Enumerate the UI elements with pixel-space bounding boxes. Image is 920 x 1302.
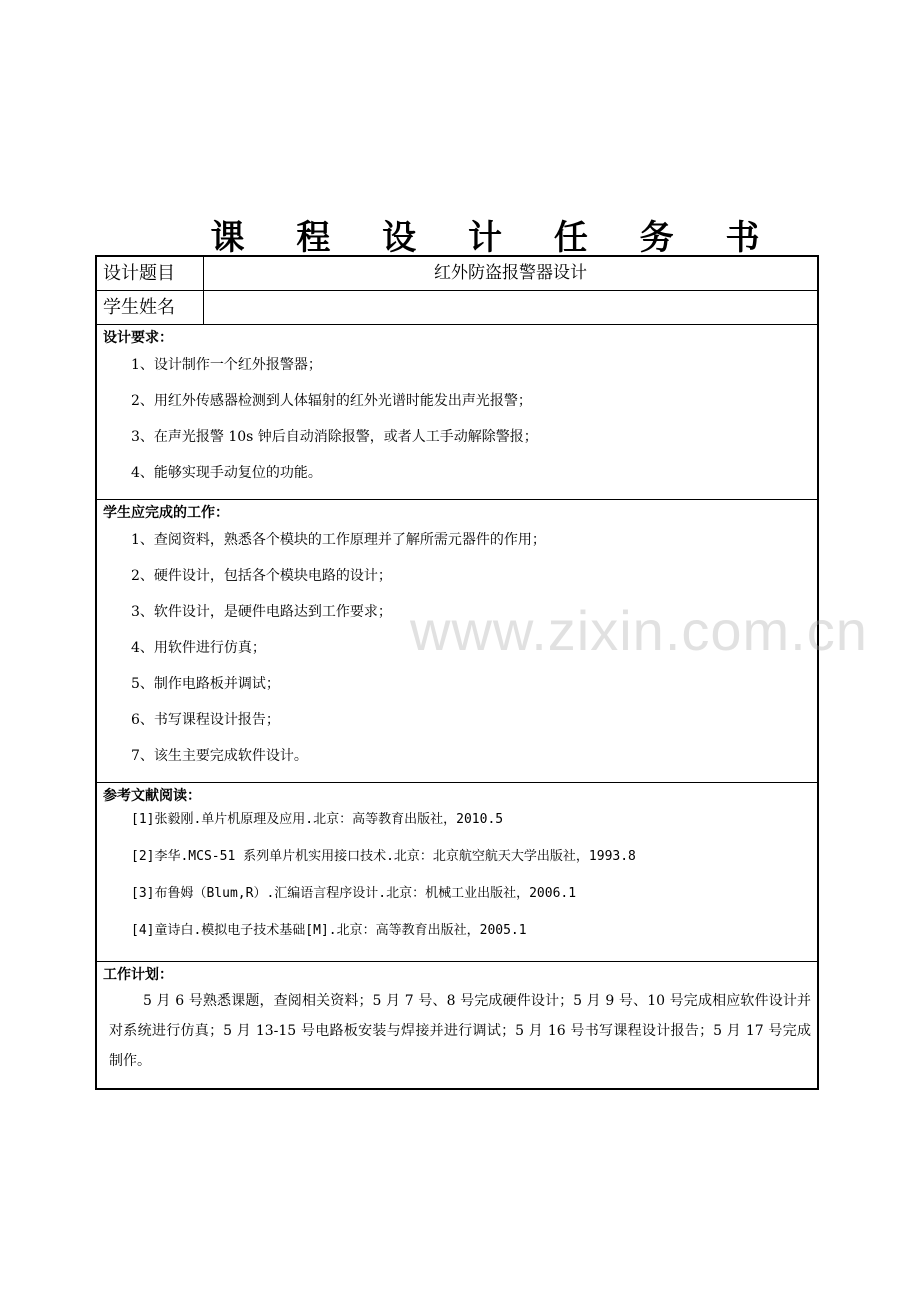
topic-row (97, 257, 817, 291)
references-section (97, 783, 817, 962)
watermark: www.zixin.com.cn (410, 599, 868, 662)
work-item: 4、用软件进行仿真； (131, 640, 266, 656)
student-label: 学生姓名 (97, 291, 204, 324)
work-item: 7、该生主要完成软件设计。 (131, 748, 308, 764)
work-item: 5、制作电路板并调试； (131, 676, 280, 692)
requirement-item: 3、在声光报警 10s 钟后自动消除报警，或者人工手动解除警报； (131, 429, 538, 445)
reference-item: [3]布鲁姆（Blum,R）.汇编语言程序设计.北京：机械工业出版社，2006.1 (131, 886, 577, 901)
work-item: 1、查阅资料，熟悉各个模块的工作原理并了解所需元器件的作用； (131, 532, 546, 548)
plan-section (97, 962, 817, 1088)
topic-label: 设计题目 (97, 257, 204, 290)
plan-text: 5 月 6 号熟悉课题，查阅相关资料；5 月 7 号、8 号完成硬件设计；5 月 9 号、10 号完成相应软件设计并对系统进行仿真；5 月 13-15 号电路板安装与焊接并进行调试；5 月 16 号书写课程设计报告；5 月 17 号完成制作。 (109, 993, 811, 1069)
work-item: 6、书写课程设计报告； (131, 712, 280, 728)
reference-item: [1]张毅刚.单片机原理及应用.北京：高等教育出版社，2010.5 (131, 812, 504, 827)
reference-item: [2]李华.MCS-51 系列单片机实用接口技术.北京：北京航空航天大学出版社，1993.8 (131, 849, 636, 864)
student-value (204, 291, 817, 324)
requirements-heading: 设计要求： (103, 330, 173, 346)
requirement-item: 1、设计制作一个红外报警器； (131, 357, 322, 373)
work-section (97, 500, 817, 783)
plan-heading: 工作计划： (103, 967, 173, 983)
document-title: 课 程 设 计 任 务 书 (210, 218, 780, 258)
topic-value: 红外防盗报警器设计 (434, 263, 587, 283)
work-heading: 学生应完成的工作： (103, 505, 229, 521)
student-row (97, 291, 817, 325)
work-item: 2、硬件设计，包括各个模块电路的设计； (131, 568, 392, 584)
references-heading: 参考文献阅读： (103, 788, 201, 804)
requirements-section (97, 325, 817, 500)
reference-item: [4]童诗白.模拟电子技术基础[M].北京：高等教育出版社，2005.1 (131, 923, 527, 938)
task-table (95, 255, 819, 1090)
requirement-item: 4、能够实现手动复位的功能。 (131, 465, 322, 481)
work-item: 3、软件设计，是硬件电路达到工作要求； (131, 604, 392, 620)
requirement-item: 2、用红外传感器检测到人体辐射的红外光谱时能发出声光报警； (131, 393, 532, 409)
